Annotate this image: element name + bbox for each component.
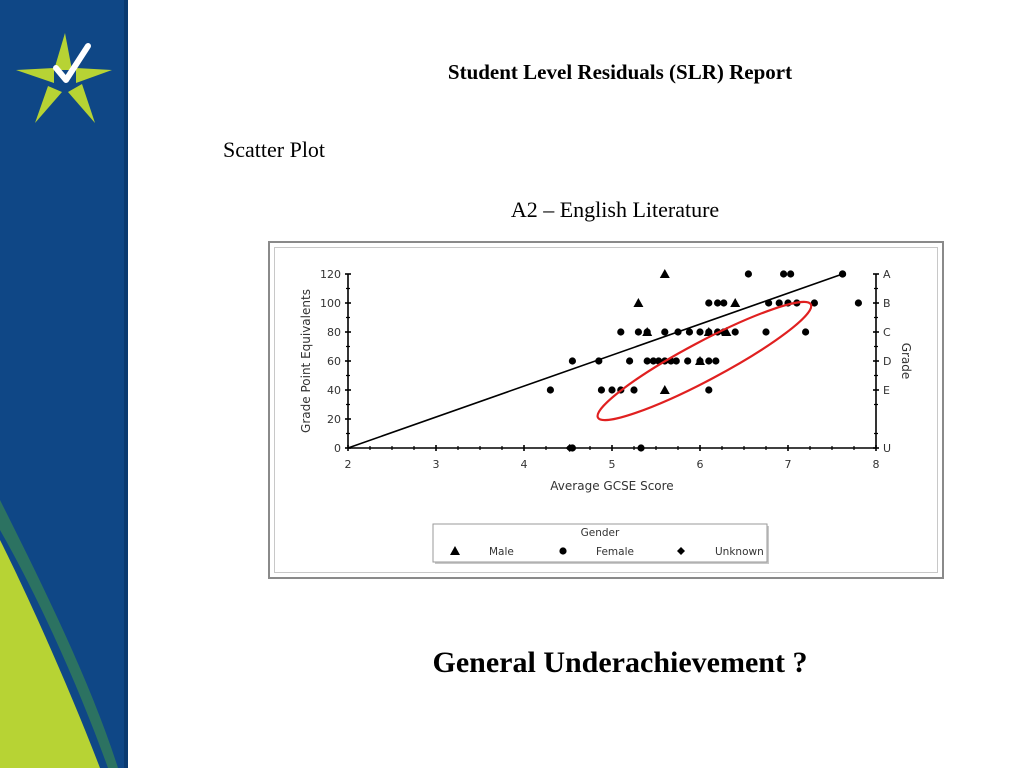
data-point-male [660,269,670,278]
x-tick-label: 4 [520,458,528,471]
x-tick-label: 3 [432,458,440,471]
legend-label-unknown: Unknown [715,546,764,558]
x-tick-label: 7 [784,458,792,471]
section-label: Scatter Plot [223,137,326,162]
y-tick-label: 60 [327,355,341,368]
y-tick-label: 20 [327,413,341,426]
data-point-female [644,328,651,335]
data-point-male [633,298,643,307]
grade-axis-label: Grade [899,342,913,380]
data-point-female [712,357,719,364]
data-point-female [661,328,668,335]
data-point-female [762,328,769,335]
data-point-female [839,270,846,277]
sidebar-band [0,0,128,768]
grade-tick-label: B [883,297,891,310]
data-point-female [780,270,787,277]
data-point-female [626,357,633,364]
data-point-female [686,328,693,335]
data-point-female [684,357,691,364]
legend-label-male: Male [489,546,514,558]
data-point-female [644,357,651,364]
x-tick-label: 6 [696,458,704,471]
data-point-female [635,328,642,335]
x-axis-label: Average GCSE Score [550,479,674,493]
x-tick-label: 5 [608,458,616,471]
y-tick-label: 0 [334,442,341,455]
bottom-caption: General Underachievement ? [432,646,808,679]
grade-tick-label: E [883,384,890,397]
data-point-female [673,357,680,364]
scatter-chart [270,243,942,577]
data-point-female [674,328,681,335]
sidebar-edge [124,0,128,768]
data-point-female [705,386,712,393]
data-point-female [720,299,727,306]
data-point-female [608,386,615,393]
data-point-female [595,357,602,364]
data-point-female [598,386,605,393]
data-point-female [714,299,721,306]
highlight-ellipse [589,288,820,435]
legend-marker-female [559,547,566,554]
data-point-male [660,385,670,394]
data-point-female [696,328,703,335]
data-point-female [569,357,576,364]
x-tick-label: 8 [872,458,880,471]
data-point-female [547,386,554,393]
data-point-female [855,299,862,306]
legend-title: Gender [580,527,620,539]
data-point-female [705,299,712,306]
star-logo-icon [10,28,120,138]
data-point-female [732,328,739,335]
data-point-female [617,328,624,335]
y-tick-label: 40 [327,384,341,397]
y-tick-label: 120 [320,268,341,281]
grade-tick-label: A [883,268,891,281]
data-point-female [802,328,809,335]
y-tick-label: 80 [327,326,341,339]
x-tick-label: 2 [344,458,352,471]
data-point-female [765,299,772,306]
data-point-female [705,328,712,335]
grade-tick-label: U [883,442,892,455]
y-tick-label: 100 [320,297,341,310]
slide-title: Student Level Residuals (SLR) Report [447,60,793,84]
data-point-female [637,444,644,451]
data-point-male [730,298,740,307]
chart-subtitle: A2 – English Literature [510,197,720,222]
data-point-female [630,386,637,393]
data-point-female [696,357,703,364]
legend-label-female: Female [596,546,634,558]
grade-tick-label: C [883,326,891,339]
y-axis-label: Grade Point Equivalents [299,289,313,433]
chart-frame [268,241,944,579]
data-point-female [705,357,712,364]
data-point-female [787,270,794,277]
grade-tick-label: D [883,355,892,368]
data-point-female [745,270,752,277]
